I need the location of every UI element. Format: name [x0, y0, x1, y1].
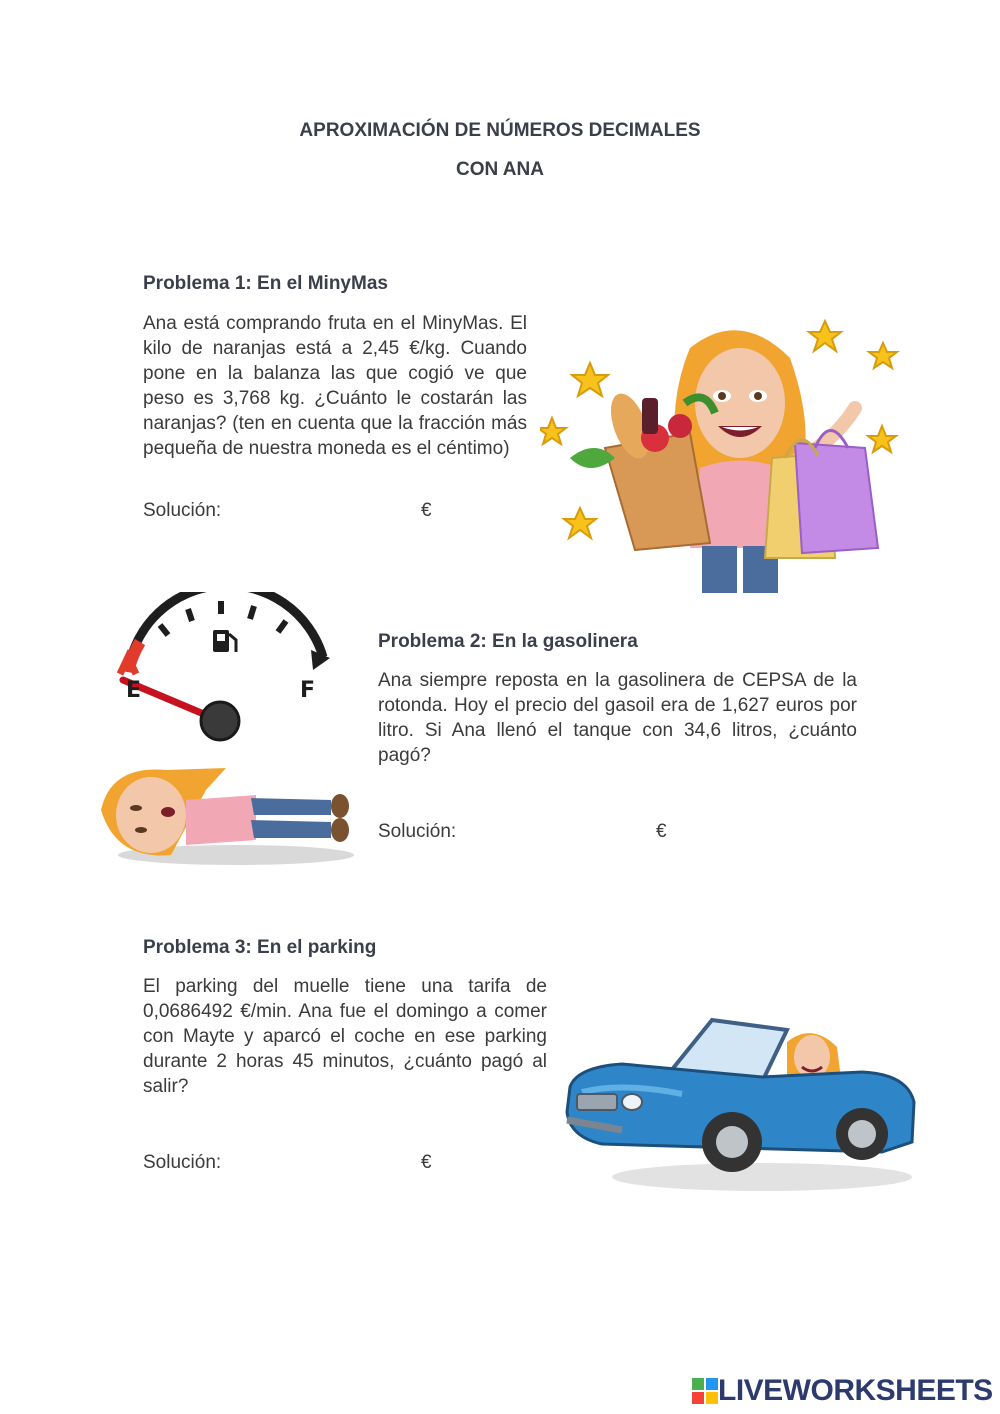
gauge-empty-label: E	[126, 678, 142, 703]
problem-2-answer-input[interactable]	[470, 819, 654, 845]
problem-2-solution-label: Solución:	[378, 821, 457, 842]
liveworksheets-logo[interactable]	[692, 1374, 993, 1408]
page-subtitle: CON ANA	[456, 159, 544, 180]
problem-1-currency: €	[421, 500, 432, 521]
gauge-full-label: F	[300, 678, 316, 703]
liveworksheets-icon	[692, 1378, 718, 1404]
problem-3-answer-input[interactable]	[235, 1150, 419, 1176]
problem-2-text: Ana siempre reposta en la gasolinera de CEPSA de la rotonda. Hoy el precio del gasoil era de 1,627 euros por litro. Si Ana llenó el tanque con 34,6 litros, ¿cuánto pagó?	[378, 670, 857, 766]
convertible-car-illustration	[562, 1012, 922, 1197]
problem-1-heading: Problema 1: En el MinyMas	[143, 273, 388, 294]
problem-1-text: Ana está comprando fruta en el MinyMas. El kilo de naranjas está a 2,45 €/kg. Cuando pone en la balanza las que cogió ve que peso es 3,768 kg. ¿Cuánto le costarán las naranjas? (ten en cuenta que la fracción más pequeña de nuestra moneda es el céntimo)	[143, 313, 527, 459]
problem-3-currency: €	[421, 1152, 432, 1173]
problem-2-heading: Problema 2: En la gasolinera	[378, 631, 638, 652]
shopping-ana-illustration	[540, 318, 905, 593]
problem-1-solution-label: Solución:	[143, 500, 222, 521]
ana-lying-illustration	[96, 760, 356, 870]
problem-3-text: El parking del muelle tiene una tarifa de 0,0686492 €/min. Ana fue el domingo a comer con Mayte y aparcó el coche en ese parking durante 2 horas 45 minutos, ¿cuánto pagó al salir?	[143, 976, 547, 1097]
problem-1-answer-input[interactable]	[235, 498, 419, 524]
problem-3-solution-label: Solución:	[143, 1152, 222, 1173]
page-title: APROXIMACIÓN DE NÚMEROS DECIMALES	[299, 120, 701, 141]
fuel-gauge-icon	[108, 592, 338, 752]
problem-2-currency: €	[656, 821, 667, 842]
problem-3-heading: Problema 3: En el parking	[143, 937, 377, 958]
liveworksheets-brand: LIVEWORKSHEETS	[718, 1374, 993, 1407]
